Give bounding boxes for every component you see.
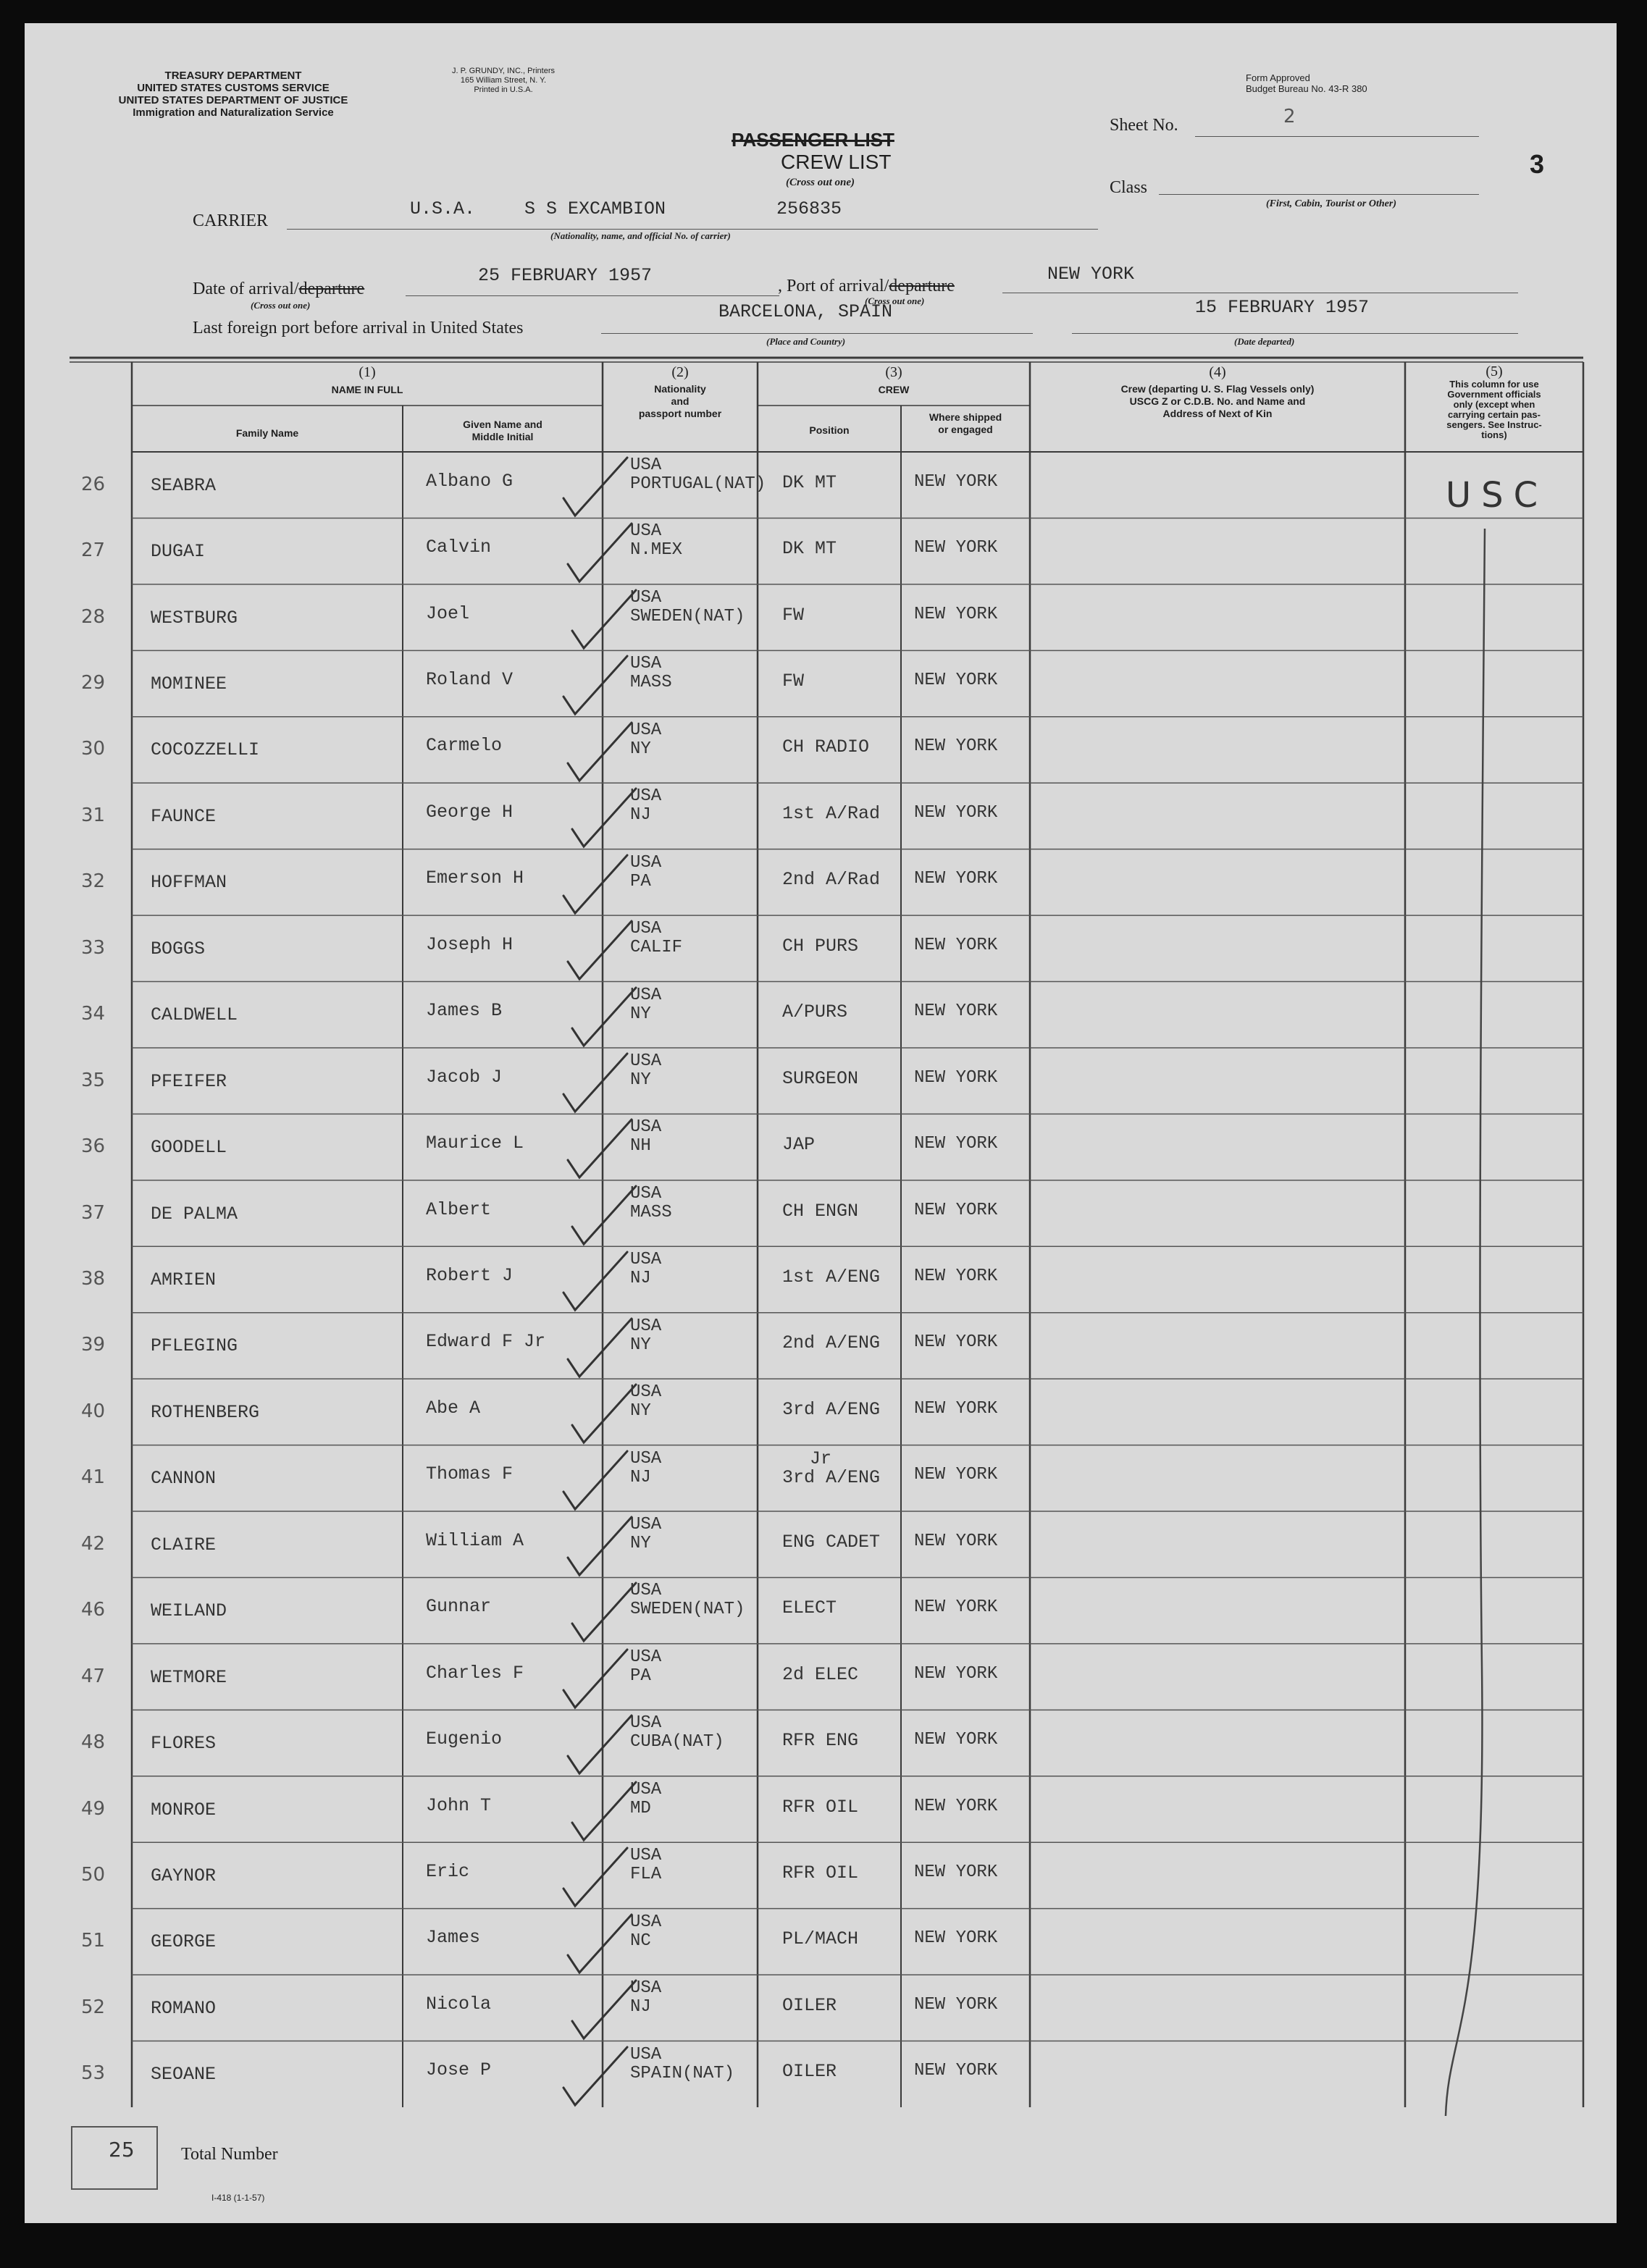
nationality-line: USA — [630, 985, 662, 1005]
given-name: Abe A — [426, 1397, 481, 1419]
shipped-engaged: NEW YORK — [914, 1067, 998, 1088]
row-number: 46 — [81, 1599, 106, 1621]
nationality-line: PORTUGAL(NAT) — [630, 474, 766, 494]
nationality-line: NC — [630, 1931, 651, 1951]
family-name: CANNON — [151, 1468, 217, 1490]
printer-line: J. P. GRUNDY, INC., Printers — [451, 67, 556, 75]
position: DK MT — [782, 538, 837, 560]
row-number: 27 — [81, 539, 106, 562]
shipped-engaged: NEW YORK — [914, 1928, 998, 1949]
family-name: CALDWELL — [151, 1004, 238, 1026]
printer-line: Printed in U.S.A. — [474, 85, 533, 94]
position: FW — [782, 604, 805, 626]
agency-line: TREASURY DEPARTMENT — [164, 70, 302, 82]
col1a-heading: Family Name — [235, 427, 299, 439]
col1b-heading — [403, 419, 603, 443]
carrier-nationality: U.S.A. — [410, 198, 476, 219]
col3b-line: Where shipped — [929, 411, 1002, 423]
col1-number: (1) — [359, 364, 376, 380]
given-name: Nicola — [426, 1993, 492, 2015]
nationality-line: NJ — [630, 805, 651, 826]
row-number: 32 — [81, 870, 106, 893]
position: CH RADIO — [782, 736, 870, 758]
row-number: 47 — [81, 1665, 106, 1687]
col3-title: CREW — [878, 384, 910, 395]
row-number: 38 — [81, 1268, 106, 1290]
shipped-engaged: NEW YORK — [914, 869, 998, 889]
given-name: Carmelo — [426, 735, 503, 757]
printer-block — [413, 67, 594, 95]
date-departed-note: (Date departed) — [1234, 336, 1295, 347]
nationality-line: N.MEX — [630, 540, 683, 560]
shipped-engaged: NEW YORK — [914, 1398, 998, 1419]
row-number: 28 — [81, 605, 106, 628]
port-label-struck: departure — [889, 277, 955, 295]
col3a-heading: Position — [809, 424, 850, 436]
shipped-engaged: NEW YORK — [914, 1994, 998, 2015]
family-name: ROMANO — [151, 1997, 217, 2019]
shipped-engaged: NEW YORK — [914, 604, 998, 624]
total-label: Total Number — [181, 2145, 278, 2164]
printer-line: 165 William Street, N. Y. — [460, 76, 547, 85]
nationality-line: USA — [630, 1912, 662, 1932]
agency-line: Immigration and Naturalization Service — [133, 106, 334, 119]
nationality-line: NJ — [630, 1997, 651, 2017]
row-number: 30 — [81, 738, 106, 760]
position: OILER — [782, 1994, 837, 2016]
row-number: 31 — [81, 804, 106, 826]
nationality-line: NJ — [630, 1467, 651, 1487]
given-name: Joseph H — [426, 933, 514, 955]
check-mark-icon — [566, 1183, 653, 1256]
date-label — [193, 280, 364, 299]
shipped-engaged: NEW YORK — [914, 1001, 998, 1022]
nationality-line: USA — [630, 720, 662, 740]
crew-list-title: CREW LIST — [781, 151, 892, 173]
check-mark-icon — [562, 1912, 649, 1984]
col4-line: Address of Next of Kin — [1162, 408, 1273, 419]
family-name: HOFFMAN — [151, 872, 227, 894]
last-foreign-port: BARCELONA, SPAIN — [718, 301, 893, 322]
given-name: Roland V — [426, 669, 514, 691]
nationality-line: USA — [630, 852, 662, 873]
nationality-line: USA — [630, 786, 662, 807]
position: JAP — [782, 1134, 816, 1156]
family-name: MONROE — [151, 1799, 217, 1820]
shipped-engaged: NEW YORK — [914, 1663, 998, 1684]
nationality-line: USA — [630, 1581, 662, 1601]
col4-heading — [1030, 366, 1405, 420]
nationality-line: USA — [630, 1515, 662, 1535]
agency-line: UNITED STATES CUSTOMS SERVICE — [137, 82, 330, 94]
form-code: I-418 (1-1-57) — [211, 2193, 265, 2203]
check-mark-icon — [558, 852, 645, 925]
row-number: 36 — [81, 1135, 106, 1158]
date-label-struck: departure — [298, 280, 365, 298]
family-name: FLORES — [151, 1733, 217, 1755]
nationality-line: NY — [630, 1534, 651, 1554]
given-name: Calvin — [426, 537, 492, 558]
nationality-line: CUBA(NAT) — [630, 1732, 724, 1752]
nationality-line: USA — [630, 1779, 662, 1799]
family-name: DUGAI — [151, 541, 206, 563]
date-label-text: Date of arrival/ — [193, 280, 299, 298]
row-number: 48 — [81, 1731, 106, 1754]
passenger-list-title: PASSENGER LIST — [732, 129, 894, 151]
nationality-line: USA — [630, 1382, 662, 1403]
nationality-line: MASS — [630, 1202, 672, 1222]
col1b-line: Given Name and — [463, 419, 542, 430]
total-value: 25 — [109, 2138, 135, 2162]
family-name: BOGGS — [151, 938, 206, 959]
last-port-label: Last foreign port before arrival in United States — [193, 319, 524, 337]
position: DK MT — [782, 471, 837, 493]
shipped-engaged: NEW YORK — [914, 1531, 998, 1551]
row-number: 35 — [81, 1069, 106, 1091]
check-mark-icon — [562, 521, 649, 593]
sheet-number: 2 — [1283, 106, 1296, 127]
position: SURGEON — [782, 1067, 859, 1089]
nationality-line: SWEDEN(NAT) — [630, 1600, 745, 1620]
position: RFR OIL — [782, 1862, 859, 1883]
family-name: ROTHENBERG — [151, 1401, 260, 1423]
cross-out-note: (Cross out one) — [786, 177, 855, 188]
page-mark: 3 — [1530, 149, 1545, 179]
shipped-engaged: NEW YORK — [914, 802, 998, 823]
nationality-line: USA — [630, 455, 662, 475]
col4-line: USCG Z or C.D.B. No. and Name and — [1129, 395, 1306, 407]
position: CH PURS — [782, 935, 859, 957]
nationality-line: USA — [630, 587, 662, 608]
nationality-line: USA — [630, 654, 662, 674]
position: 1st A/Rad — [782, 802, 881, 824]
check-mark-icon — [558, 653, 645, 726]
row-number: 41 — [81, 1466, 106, 1489]
carrier-label: CARRIER — [193, 211, 269, 230]
position: 2d ELEC — [782, 1663, 859, 1685]
check-mark-icon — [558, 1647, 645, 1719]
col5-number: (5) — [1485, 364, 1503, 379]
carrier-official-no: 256835 — [776, 198, 842, 219]
check-mark-icon — [558, 1448, 645, 1521]
given-name: Jacob J — [426, 1066, 503, 1088]
check-mark-icon — [566, 587, 653, 660]
position: ELECT — [782, 1597, 837, 1619]
col2-line: passport number — [638, 408, 722, 419]
family-name: SEABRA — [151, 474, 217, 496]
family-name: CLAIRE — [151, 1534, 217, 1555]
given-name: Gunnar — [426, 1596, 492, 1618]
check-mark-icon — [558, 1249, 645, 1322]
class-label: Class — [1110, 178, 1148, 197]
given-name: George H — [426, 801, 514, 823]
row-number: 53 — [81, 2062, 106, 2085]
form-approved-line: Budget Bureau No. 43-R 380 — [1246, 83, 1367, 94]
nationality-line: MASS — [630, 673, 672, 693]
given-name: Eugenio — [426, 1729, 503, 1750]
position: ENG CADET — [782, 1531, 881, 1553]
position: PL/MACH — [782, 1928, 859, 1950]
form-approved-line: Form Approved — [1246, 72, 1310, 83]
given-name: Albano G — [426, 470, 514, 492]
check-mark-icon — [558, 455, 645, 527]
shipped-engaged: NEW YORK — [914, 1134, 998, 1154]
agency-block — [81, 70, 385, 119]
given-name: James B — [426, 1000, 503, 1022]
row-number: 29 — [81, 672, 106, 694]
nationality-line: CALIF — [630, 938, 683, 958]
col2-heading — [603, 366, 758, 420]
nationality-line: USA — [630, 521, 662, 542]
agency-line: UNITED STATES DEPARTMENT OF JUSTICE — [118, 94, 348, 106]
row-number: 33 — [81, 936, 106, 959]
shipped-engaged: NEW YORK — [914, 1267, 998, 1286]
nationality-line: NY — [630, 1070, 651, 1090]
place-note: (Place and Country) — [766, 336, 846, 347]
nationality-line: SPAIN(NAT) — [630, 2063, 735, 2083]
col1b-line: Middle Initial — [472, 431, 534, 442]
given-name: Thomas F — [426, 1463, 514, 1485]
col5-line: Government officials — [1447, 389, 1541, 400]
col2-number: (2) — [671, 364, 689, 380]
family-name: GAYNOR — [151, 1865, 217, 1886]
shipped-engaged: NEW YORK — [914, 1200, 998, 1220]
check-mark-icon — [562, 1117, 649, 1189]
nationality-line: USA — [630, 1183, 662, 1204]
shipped-engaged: NEW YORK — [914, 1465, 998, 1485]
check-mark-icon — [566, 1580, 653, 1652]
check-mark-icon — [562, 1713, 649, 1785]
given-name: Emerson H — [426, 868, 524, 889]
family-name: WETMORE — [151, 1666, 227, 1688]
check-mark-icon — [562, 1514, 649, 1587]
col5-line: This column for use — [1449, 379, 1539, 390]
col5-line: only (except when — [1453, 399, 1535, 410]
shipped-engaged: NEW YORK — [914, 2061, 998, 2081]
row-number: 37 — [81, 1201, 106, 1224]
shipped-engaged: NEW YORK — [914, 671, 998, 691]
family-name: WEILAND — [151, 1600, 227, 1622]
given-name: Jose P — [426, 2059, 492, 2081]
carrier-name: S S EXCAMBION — [524, 198, 666, 219]
date-departed: 15 FEBRUARY 1957 — [1195, 297, 1370, 318]
nationality-line: USA — [630, 1051, 662, 1071]
nationality-line: USA — [630, 1448, 662, 1469]
port-of-arrival: NEW YORK — [1047, 264, 1135, 285]
nationality-line: MD — [630, 1798, 651, 1818]
given-name: Edward F Jr — [426, 1331, 546, 1353]
col5-heading — [1405, 366, 1583, 440]
sheet-label: Sheet No. — [1110, 116, 1178, 135]
col5-line: tions) — [1481, 429, 1507, 440]
col3-number: (3) — [885, 364, 902, 380]
family-name: GEORGE — [151, 1931, 217, 1953]
document-page — [25, 23, 1617, 2223]
date-cross-note: (Cross out one) — [251, 300, 311, 311]
row-number: 40 — [81, 1400, 106, 1422]
check-mark-icon — [566, 1779, 653, 1852]
shipped-engaged: NEW YORK — [914, 1332, 998, 1353]
nationality-line: USA — [630, 919, 662, 939]
nationality-line: NY — [630, 739, 651, 759]
shipped-engaged: NEW YORK — [914, 935, 998, 955]
nationality-line: USA — [630, 1647, 662, 1667]
given-name: Maurice L — [426, 1133, 524, 1154]
family-name: AMRIEN — [151, 1269, 217, 1290]
form-approved-block — [1246, 72, 1367, 94]
shipped-engaged: NEW YORK — [914, 1796, 998, 1816]
nationality-line: SWEDEN(NAT) — [630, 606, 745, 626]
shipped-engaged: NEW YORK — [914, 1597, 998, 1618]
shipped-engaged: NEW YORK — [914, 1862, 998, 1882]
port-label-text: , Port of arrival/ — [778, 277, 889, 295]
col2-line: and — [671, 395, 690, 407]
nationality-line: NH — [630, 1136, 651, 1156]
check-mark-icon — [562, 1316, 649, 1388]
family-name: PFLEGING — [151, 1335, 238, 1357]
port-cross-note: (Cross out one) — [865, 295, 925, 306]
given-name: John T — [426, 1794, 492, 1816]
row-number: 39 — [81, 1334, 106, 1356]
shipped-engaged: NEW YORK — [914, 471, 998, 492]
row-number: 50 — [81, 1863, 106, 1886]
given-name: Joel — [426, 602, 470, 624]
given-name: Albert — [426, 1198, 492, 1220]
nationality-line: USA — [630, 1250, 662, 1270]
family-name: GOODELL — [151, 1137, 227, 1159]
col5-line: carrying certain pas- — [1448, 409, 1541, 420]
arrival-date: 25 FEBRUARY 1957 — [478, 265, 653, 286]
row-number: 26 — [81, 473, 106, 495]
nationality-line: USA — [630, 2044, 662, 2065]
nationality-line: USA — [630, 1713, 662, 1734]
check-mark-icon — [566, 786, 653, 858]
given-name: Eric — [426, 1860, 470, 1882]
nationality-line: PA — [630, 871, 651, 891]
check-mark-icon — [566, 1978, 653, 2050]
position: FW — [782, 671, 805, 692]
position: 3rd A/ENG — [782, 1466, 881, 1488]
row-number: 52 — [81, 1996, 106, 2018]
col4-line: Crew (departing U. S. Flag Vessels only) — [1120, 383, 1315, 395]
row-number: 34 — [81, 1003, 106, 1025]
nationality-line: NJ — [630, 1269, 651, 1289]
position: CH ENGN — [782, 1200, 859, 1222]
shipped-engaged: NEW YORK — [914, 538, 998, 558]
nationality-line: USA — [630, 1117, 662, 1138]
position: Jr — [810, 1448, 832, 1469]
nationality-line: USA — [630, 1978, 662, 1999]
given-name: Robert J — [426, 1265, 514, 1286]
check-mark-icon — [558, 2044, 645, 2117]
position: 1st A/ENG — [782, 1267, 881, 1288]
col5-line: sengers. See Instruc- — [1446, 419, 1542, 430]
given-name: William A — [426, 1529, 524, 1551]
row-number: 42 — [81, 1532, 106, 1555]
position: 3rd A/ENG — [782, 1398, 881, 1420]
family-name: FAUNCE — [151, 805, 217, 827]
check-mark-icon — [558, 1845, 645, 1918]
row-number: 49 — [81, 1797, 106, 1820]
position: 2nd A/ENG — [782, 1332, 881, 1354]
row-number: 51 — [81, 1930, 106, 1952]
position: 2nd A/Rad — [782, 869, 881, 891]
nationality-line: FLA — [630, 1865, 662, 1885]
class-note: (First, Cabin, Tourist or Other) — [1266, 198, 1396, 209]
official-mark: USC — [1446, 475, 1548, 516]
carrier-note: (Nationality, name, and official No. of carrier) — [550, 230, 731, 241]
position: A/PURS — [782, 1001, 848, 1023]
nationality-line: NY — [630, 1401, 651, 1421]
nationality-line: USA — [630, 1316, 662, 1336]
position: RFR ENG — [782, 1730, 859, 1752]
col2-line: Nationality — [654, 383, 706, 395]
check-mark-icon — [558, 1051, 645, 1123]
port-label — [778, 277, 955, 296]
col3b-line: or engaged — [938, 424, 993, 435]
shipped-engaged: NEW YORK — [914, 1730, 998, 1750]
family-name: DE PALMA — [151, 1203, 238, 1225]
col3b-heading — [901, 411, 1030, 436]
col1-title: NAME IN FULL — [331, 384, 403, 395]
family-name: COCOZZELLI — [151, 739, 260, 761]
check-mark-icon — [562, 720, 649, 792]
position: OILER — [782, 2061, 837, 2083]
check-mark-icon — [566, 985, 653, 1057]
family-name: SEOANE — [151, 2064, 217, 2086]
col4-number: (4) — [1209, 364, 1226, 380]
given-name: Charles F — [426, 1662, 524, 1684]
nationality-line: NY — [630, 1335, 651, 1355]
nationality-line: PA — [630, 1666, 651, 1686]
given-name: James — [426, 1927, 481, 1949]
shipped-engaged: NEW YORK — [914, 736, 998, 757]
check-mark-icon — [566, 1382, 653, 1454]
check-mark-icon — [562, 918, 649, 991]
family-name: PFEIFER — [151, 1070, 227, 1092]
family-name: MOMINEE — [151, 673, 227, 695]
nationality-line: NY — [630, 1004, 651, 1024]
family-name: WESTBURG — [151, 607, 238, 629]
position: RFR OIL — [782, 1796, 859, 1818]
nationality-line: USA — [630, 1846, 662, 1866]
